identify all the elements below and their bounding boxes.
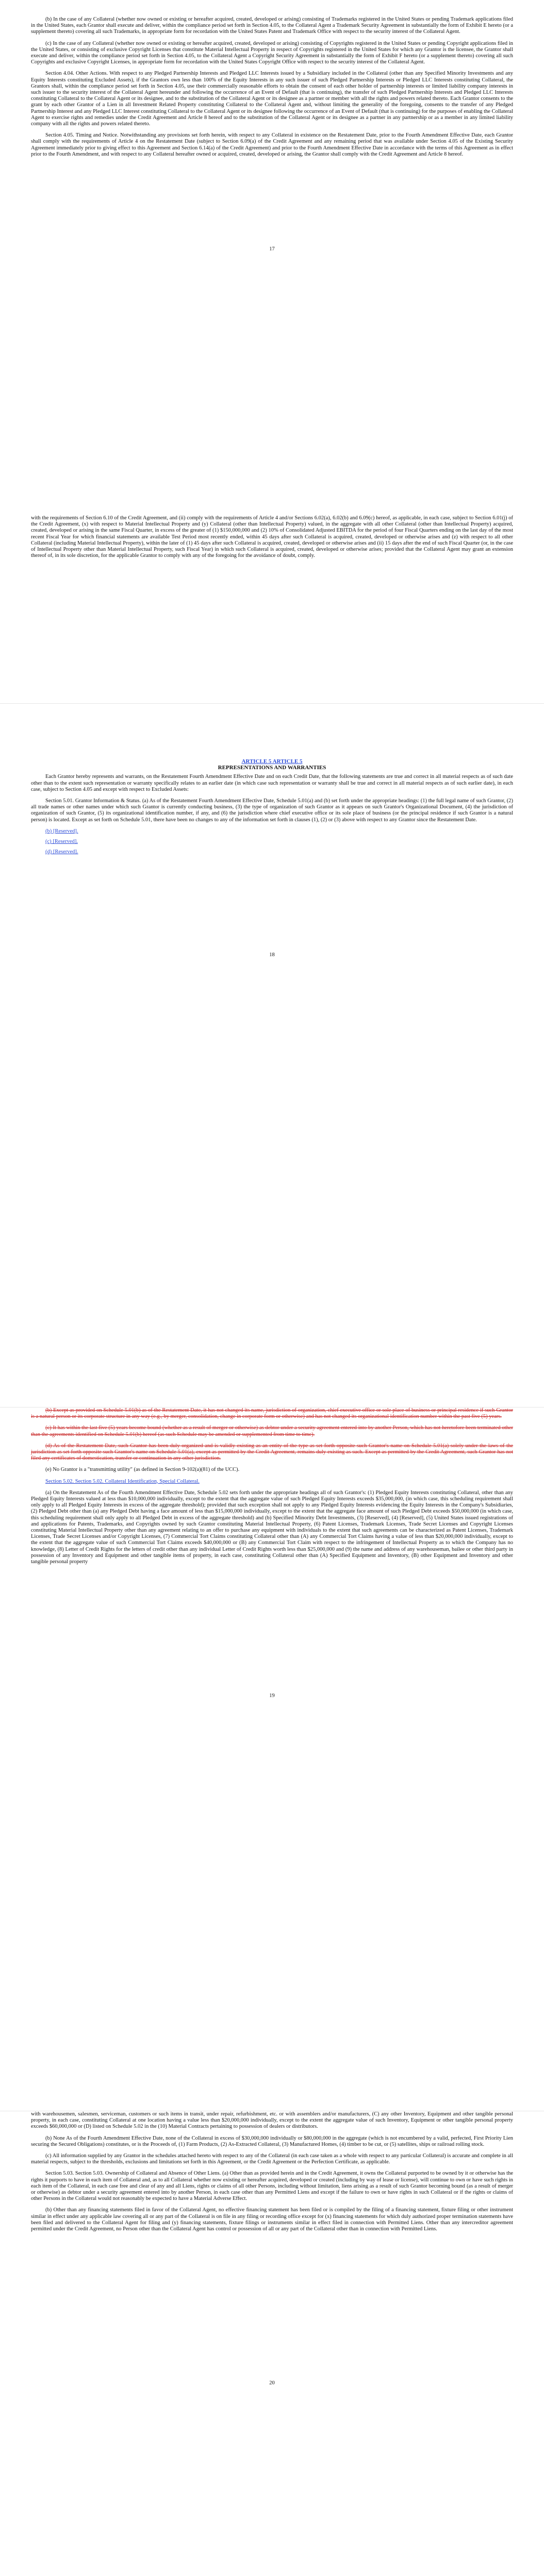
paragraph-section-4-05: Section 4.05. Timing and Notice. Notwithstanding any provisions set forth herein, with respect to any Collateral in existence on the Restatement Date, prior to the Fourth Amendment Effective Date, each Grantor shall comply with the requirements of Article 4 on the Restatement Date (subject to Section 6.09(a) of the Credit Agreement and any remaining period that was available under Section 4.05 of the Existing Security Agreement immediately prior to giving effect to this Agreement and Section 6.14(a) of the Credit Agreement) and prior to the Fourth Amendment Effective Date in accordance with the terms of this Agreement as in effect prior to the Fourth Amendment, and with respect to any Collateral hereafter owned or acquired, created, developed or arising, the Grantor shall comply with the Credit Agreement and Article 8 hereof. <box>31 132 513 157</box>
document-page-18 <box>0 704 544 1407</box>
paragraph-section-5-01: Section 5.01. Grantor Information & Status. (a) As of the Restatement Fourth Amendment Effective Date, Schedule 5.01(a) and (b) set forth under the appropriate headings: (1) the full legal name of such Grantor, (2) all trade names or other names under which such Grantor is currently conducting business, (3) the type of organization of such Grantor as it appears on such Grantor's Organizational Document, (4) the jurisdiction of organization of such Grantor, (5) its organizational identification number, if any, and (6) the jurisdiction where chief executive office or its sole place of business (or the principal residence if such Grantor is a natural person) is located. Except as set forth on Schedule 5.01, there have been no changes to any of the information set forth in clauses (1), (2) or (3) above with respect to any Grantor since the Restatement Date. <box>31 798 513 823</box>
page-number: 19 <box>269 1693 275 1699</box>
paragraph-section-5-02-title: Section 5.02. Section 5.02. Collateral Identification, Special Collateral. <box>45 1478 200 1484</box>
subitem-c-reserved: (c) [Reserved]. <box>45 839 78 845</box>
page-number: 17 <box>269 246 275 252</box>
article-number: ARTICLE 5 ARTICLE 5 <box>241 758 303 765</box>
document-page-19 <box>0 1408 544 2111</box>
paragraph-section-4-04: Section 4.04. Other Actions. With respect to any Pledged Partnership Interests and Pledged LLC Interests issued by a Subsidiary included in the Collateral (other than any Specified Minority Investments and any Equity Interests constituting Excluded Assets), if the Grantors own less than 100% of the Equity Interests in any such issuer of such Pledged Partnership Interests or Pledged LLC Interests constituting Collateral, the Grantors shall, within the compliance period set forth in Section 4.05, use their commercially reasonable efforts to obtain the consent of each other holder of partnership interests or limited liability company interests in such issuer to the security interest of the Collateral Agent hereunder and following the occurrence of an Event of Default (that is continuing), the transfer of such Pledged Partnership Interests and Pledged LLC Interests constituting Collateral to the Collateral Agent or its designee, and to the substitution of the Collateral Agent or its designee as a partner or member with all the rights and powers related thereto. Each Grantor consents to the grant by each other Grantor of a Lien in all Investment Related Property constituting Collateral to the Collateral Agent and, without limiting the generality of the foregoing, consents to the transfer of any Pledged Partnership Interest and any Pledged LLC Interest constituting Collateral to the Collateral Agent or its designee following the occurrence of an Event of Default (that is continuing) for the purposes of enabling the Collateral Agent to exercise rights and remedies under the Credit Agreement and Article 8 hereof and to the substitution of the Collateral Agent or its designee as a partner in any partnership or as a member in any limited liability company with all the rights and powers related thereto. <box>31 71 513 127</box>
page-number: 20 <box>269 2380 275 2386</box>
paragraph-5-02-continuation: with warehousemen, salesmen, serviceman, customers or such items in transit, under repair, refurbishment, etc. or with assemblers and/or manufacturers, (C) any other Inventory, Equipment and other tangible personal property, in each case, constituting Collateral at one location having a value less than $20,000,000 individually, except to the extent the aggregate value of such Inventory, Equipment or other tangible personal property exceeds $60,000,000 or (D) listed on Schedule 5.02 in the (10) Material Contracts pertaining to possession of dealers or distributors. <box>31 2111 513 2130</box>
paragraph-section-5-03-b: (b) Other than any financing statements filed in favor of the Collateral Agent, no effective financing statement has been filed or is compiled by the filing of a financing statement, fixture filing or other instrument similar in effect under any applicable law covering all or any part of the Collateral is on file in any filing or recording office except for (x) financing statements for which duly authorized proper termination statements have been filed and delivered to the Collateral Agent for filing and (y) financing statements, fixture filings or instruments similar in effect filed in connection with Permitted Liens. Other than any intercreditor agreement permitted under the Credit Agreement, no Person other than the Collateral Agent has control or possession of all or any part of the Collateral other than in connection with Permitted Liens. <box>31 2207 513 2232</box>
paragraph-representations-intro: Each Grantor hereby represents and warrants, on the Restatement Fourth Amendment Effective Date and on each Credit Date, that the following statements are true and correct in all material respects as of such date other than to the extent such representation or warranty specifically relates to an earlier date (in which case such representation or warranty shall be true and correct in all material respects as of such earlier date), in each case, subject to Section 4.05 and except with respect to Excluded Assets: <box>31 774 513 792</box>
page-17-continued-content <box>31 515 513 564</box>
document-page-17 <box>0 0 544 703</box>
paragraph-trademark: (b) In the case of any Collateral (whether now owned or existing or hereafter acquired, created, developed or arising) consisting of Trademarks registered in the United States or pending Trademark applications filed in the United States, each Grantor shall execute and deliver, within the compliance period set forth in Section 4.05, to the Collateral Agent a Trademark Security Agreement in substantially the form of Exhibit E hereto (or a supplement thereto) covering all such Trademarks, in appropriate form for recordation with the United States Patent and Trademark Office with respect to the security interest of the Collateral Agent. <box>31 16 513 35</box>
paragraph-5-01-e: (e) No Grantor is a "transmitting utility" (as defined in Section 9-102(a)(81) of the UCC). <box>45 1467 240 1473</box>
paragraph-copyright: (c) In the case of any Collateral (whether now owned or existing or hereafter acquired, created, developed or arising) consisting of Copyrights registered in the United States or pending Copyright applications filed in the United States, or consisting of exclusive Copyright Licenses that constitute Material Intellectual Property in respect of Copyrights registered in the United States for which any Grantor is the licensee, the Grantor shall execute and deliver, within the compliance period set forth in Section 4.05, to the Collateral Agent a Copyright Security Agreement in substantially the form of Exhibit F hereto (or a supplement thereto) covering all such Copyrights and exclusive Copyright Licenses, in appropriate form for recordation with the United States Copyright Office with respect to the security interest of the Collateral Agent. <box>31 40 513 65</box>
page-number: 18 <box>269 952 275 958</box>
article-heading <box>31 758 513 771</box>
subitem-b-reserved: (b) [Reserved]. <box>45 828 78 834</box>
paragraph-5-01-d-deleted: (d) As of the Restatement Date, such Grantor has been duly organized and is validly existing as an entity of the type as set forth opposite such Grantor's name on Schedule 5.01(a) solely under the laws of the jurisdiction as set forth opposite such Grantor's name on Schedule 5.01(a), except as permitted by the Credit Agreement, remains duly existing as such. Except as permitted by the Credit Agreement, such Grantor has not filed any certificates of domestication, transfer or continuation in any other jurisdiction. <box>31 1443 513 1462</box>
subitem-d-reserved: (d) [Reserved]. <box>45 849 78 855</box>
page-17-content <box>31 16 513 163</box>
page-19-content <box>31 1408 513 1570</box>
paragraph-5-01-b-deleted: (b) Except as provided on Schedule 5.01(b) as of the Restatement Date, it has not changed its name, jurisdiction of organization, chief executive office or sole place of business or principal residence if such Grantor is a natural person or its corporate structure in any way (e.g., by merger, consolidation, change in corporate form or otherwise) and has not changed its organizational identification number within the past five (5) years. <box>31 1408 513 1420</box>
paragraph-section-5-03-a: Section 5.03. Section 5.03. Ownership of Collateral and Absence of Other Liens. (a) Other than as provided herein and in the Credit Agreement, it owns the Collateral purported to be owned by it or otherwise has the rights it purports to have in each item of Collateral and, as to all Collateral whether now existing or hereafter acquired, developed or created (including by way of lease or license), will continue to own or have such rights in each item of the Collateral, in each case free and clear of any and all Liens, rights or claims of all other Persons, including without limitation, liens arising as a result of such Grantor becoming bound (as a result of merger or otherwise) as debtor under a security agreement entered into by another Person, in each case other than any Permitted Liens and except if the failure to own or have rights in such Collateral or if the rights or claims of other Persons in the Collateral would not reasonably be expected to have a Material Adverse Effect. <box>31 2171 513 2202</box>
paragraph-continuation: with the requirements of Section 6.10 of the Credit Agreement, and (ii) comply with the requirements of Article 4 and/or Sections 6.02(a), 6.02(b) and 6.09(c) hereof, as applicable, in each case, subject to Section 6.01(j) of the Credit Agreement, (x) with respect to Material Intellectual Property and (y) Collateral (other than Intellectual Property) valued, in the aggregate with all other Collateral (other than Intellectual Property) acquired, created, developed or arising in the same Fiscal Quarter, in excess of the greater of (1) $150,000,000 and (2) 10% of Consolidated Adjusted EBITDA for the period of four Fiscal Quarters ending on the last day of the most recent Fiscal Year for which financial statements are available Test Period most recently ended, within 45 days after such Collateral is acquired, created, developed or otherwise arises and (z) with respect to all other Collateral (including Material Intellectual Property), within the later of (1) 45 days after such Collateral is acquired, created, developed or otherwise arises and (ii) 15 days after the end of such Fiscal Quarter (or, in the case of Intellectual Property other than Material Intellectual Property, such Fiscal Year) in which such Collateral is acquired, created, developed or otherwise arises; provided that the Collateral Agent may grant an extension thereof of, in its sole discretion, for the applicable Grantor to comply with any of the foregoing for the avoidance of doubt, comply. <box>31 515 513 559</box>
page-20-content <box>31 2111 513 2238</box>
paragraph-5-02-b: (b) None As of the Fourth Amendment Effective Date, none of the Collateral in excess of $30,000,000 individually or $80,000,000 in the aggregate (which is not encumbered by a valid, perfected, First Priority Lien securing the Secured Obligations) constitutes, or is the Proceeds of, (1) Farm Products, (2) As-Extracted Collateral, (3) Manufactured Homes, (4) timber to be cut, or (5) satellites, ships or railroad rolling stock. <box>31 2135 513 2147</box>
document-page-20 <box>0 2111 544 2576</box>
article-title: REPRESENTATIONS AND WARRANTIES <box>218 765 326 771</box>
paragraph-section-5-02-a: (a) On the Restatement As of the Fourth Amendment Effective Date, Schedule 5.02 sets forth under the appropriate headings all of such Grantor's: (1) Pledged Equity Interests constituting Collateral, other than any Pledged Equity Interests valued at less than $10,000,000 individually, except to the extent that the aggregate value of such Pledged Equity Interests exceeds $35,000,000, (in which case, this scheduling requirement shall only apply to all Pledged Equity Interests in excess of the aggregate threshold); provided that such exception shall not apply to any Pledged Equity Interests evidencing the Equity Interests in the Company's Subsidiaries, (2) Pledged Debt other than (a) any Pledged Debt having a face amount of less than $15,000,000 individually, except to the extent that the aggregate face amount of such Pledged Debt exceeds $50,000,000 (in which case, this scheduling requirement shall only apply to all Pledged Debt in excess of the aggregate threshold) and (b) Specified Minority Debt Investments, (3) [Reserved], (4) [Reserved], (5) United States issued registrations of and applications for Patents, Trademarks, and Copyrights owned by such Grantor constituting Material Intellectual Property, (6) Patent Licenses, Trademark Licenses, Trade Secret Licenses and Copyright Licenses constituting Material Intellectual Property other than any agreement relating to an offer to purchase any equipment with individuals to the extent that such agreements can be characterized as Patent Licenses, Trademark Licenses, Trade Secret Licenses and/or Copyright Licenses, (7) Commercial Tort Claims constituting Collateral other than (A) any Commercial Tort Claims having a value of less than $20,000,000 individually, except to the extent that the aggregate value of such Commercial Tort Claims exceeds $40,000,000 or (B) any Commercial Tort Claim with respect to the infringement of Intellectual Property as to which the Company has no knowledge, (8) Letter of Credit Rights for the letters of credit other than any individual Letter of Credit Rights worth less than $25,000,000 and (9) the name and address of any warehouseman, bailee or other third party in possession of any Inventory and Equipment and other tangible items of property, in each case, constituting Collateral other than (A) Specified Equipment and Inventory, (B) other Equipment and Inventory and other tangible personal property <box>31 1489 513 1565</box>
paragraph-5-01-c-deleted: (c) It has within the last five (5) years become bound (whether as a result of merger or otherwise) as debtor under a security agreement entered into by another Person, which has not heretofore been terminated other than the agreements identified on Schedule 5.01(b) hereof (as such Schedule may be amended or supplemented from time to time). <box>31 1425 513 1437</box>
page-18-content <box>31 754 513 859</box>
paragraph-5-02-c: (c) All information supplied by any Grantor in the schedules attached hereto with respect to any of the Collateral (in each case taken as a whole with respect to any particular Collateral) is accurate and complete in all material respects, subject to the thresholds, exclusions and limitations set forth in this Agreement, or the Credit Agreement or the Perfection Certificate, as applicable. <box>31 2153 513 2165</box>
